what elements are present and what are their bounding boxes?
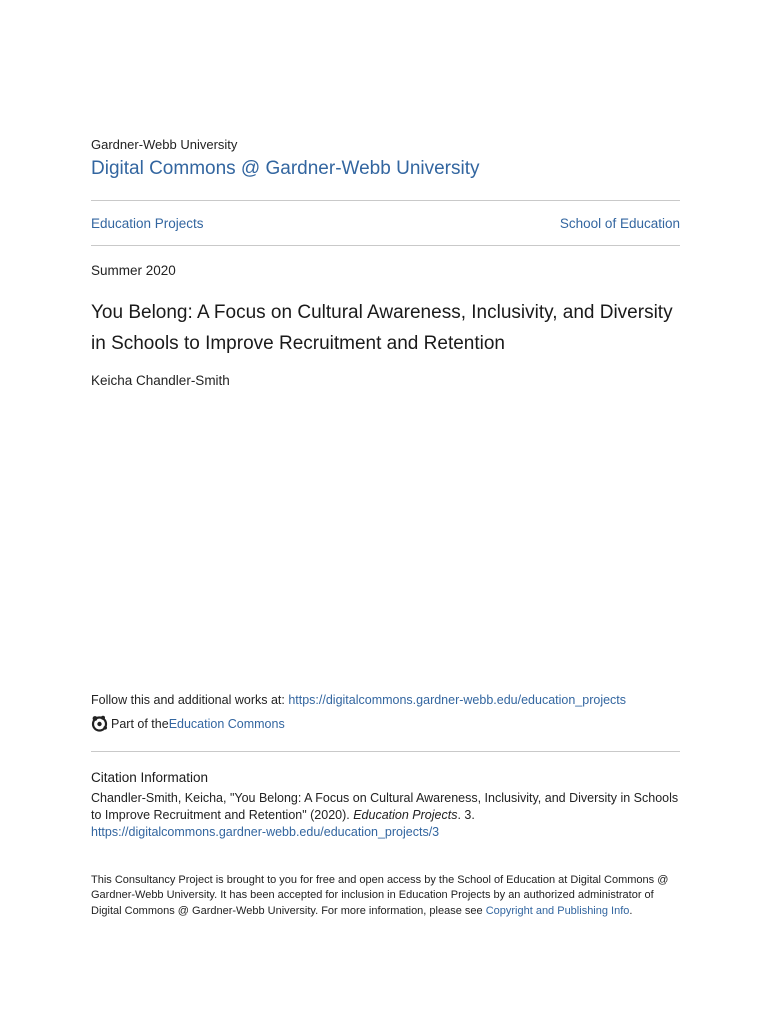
network-icon [91,715,108,732]
divider-citation [91,751,680,752]
divider-top [91,200,680,201]
access-statement-end: . [629,904,633,917]
citation-url-link[interactable]: https://digitalcommons.gardner-webb.edu/education_projects/3 [91,825,440,839]
breadcrumb-school-of-education[interactable]: School of Education [559,216,680,231]
citation-number: . 3. [457,808,475,822]
document-title: You Belong: A Focus on Cultural Awareness, Inclusivity, and Diversity in Schools to Improve Recruitment and Retention [91,302,673,354]
access-statement [91,873,671,919]
citation-text [91,790,691,841]
follow-line [91,693,626,707]
repository-title-link[interactable]: Digital Commons @ Gardner-Webb University [91,158,480,179]
citation-heading: Citation Information [91,770,209,785]
citation-series: Education Projects [353,808,458,822]
education-commons-link[interactable]: Education Commons [168,716,285,731]
part-of-line [91,715,285,732]
part-of-prefix: Part of the [111,716,169,731]
breadcrumb-education-projects[interactable]: Education Projects [91,216,204,231]
follow-prefix: Follow this and additional works at: [91,693,289,707]
publication-date: Summer 2020 [91,263,176,278]
copyright-info-link[interactable]: Copyright and Publishing Info [485,904,630,917]
citation-text-before: Chandler-Smith, Keicha, "You Belong: A Focus on Cultural Awareness, Inclusivity, and Diversity in Schools to Improve Recruitment and Retention" (2020). [91,791,679,822]
divider-breadcrumb [91,245,680,246]
access-statement-text: This Consultancy Project is brought to you for free and open access by the School of Education at Digital Commons @ Gardner-Webb University. It has been accepted for inclusion in Education Projects by an authorized administrator of Digital Commons @ Gardner-Webb University. For more information, please see [91,874,669,917]
document-author: Keicha Chandler-Smith [91,373,230,388]
institution-name: Gardner-Webb University [91,137,238,152]
follow-url-link[interactable]: https://digitalcommons.gardner-webb.edu/education_projects [288,693,627,707]
